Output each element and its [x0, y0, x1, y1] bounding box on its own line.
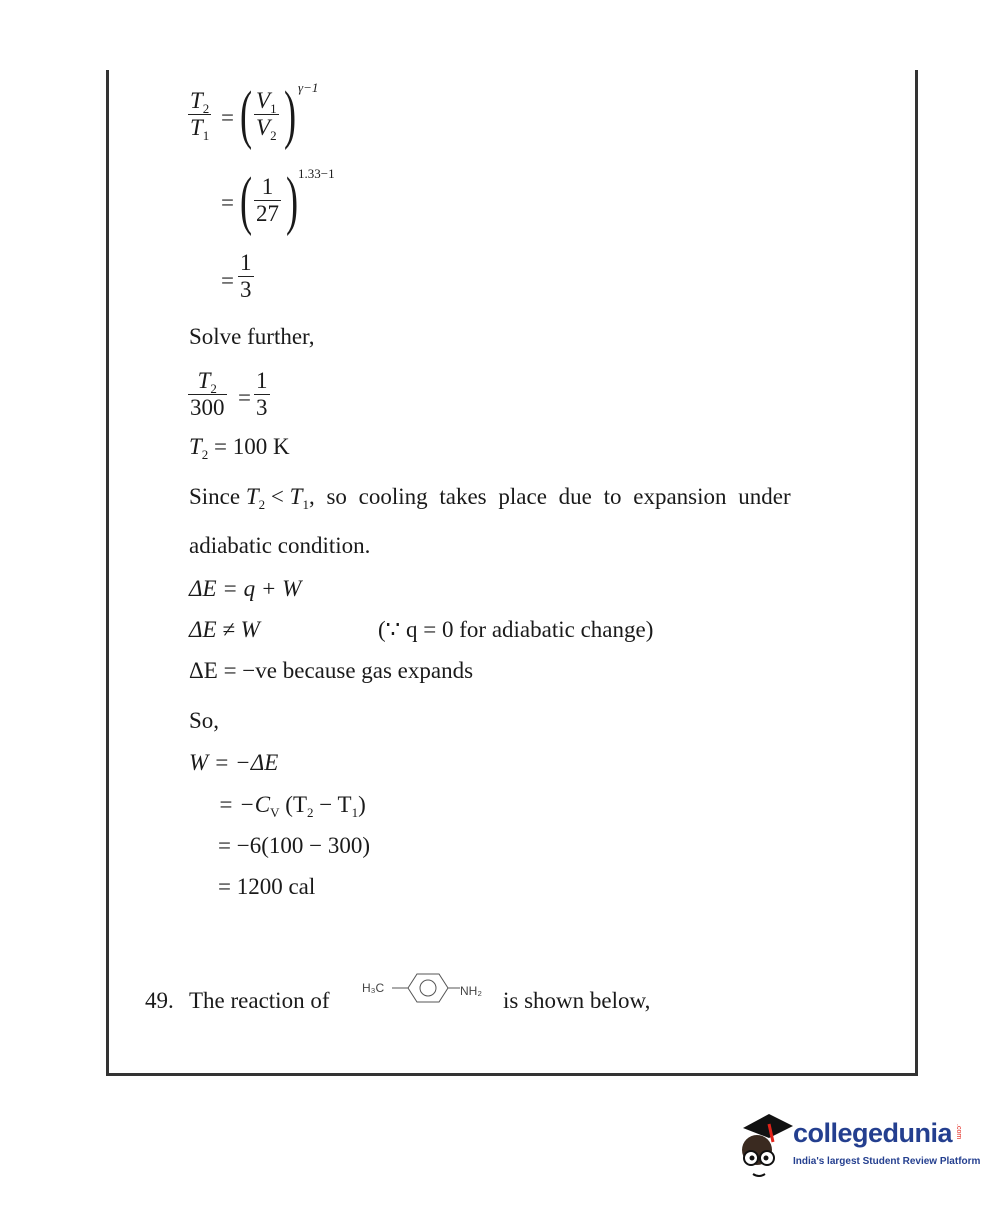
- left-paren: (: [240, 164, 253, 237]
- logo-com: .com: [955, 1124, 962, 1140]
- equals-sign: =: [221, 268, 234, 293]
- text-so: So,: [189, 708, 220, 733]
- logo-wordmark: collegedunia: [793, 1118, 953, 1148]
- fraction-t2-t1: $\frac{T_2}{T_1}$: [190, 88, 210, 143]
- molecule-right-label: NH₂: [460, 984, 482, 998]
- question-number: 49.: [145, 988, 174, 1013]
- text-adiabatic: adiabatic condition.: [189, 533, 371, 558]
- fraction-v1-v2: $\frac{V_1}{V_2}$: [256, 88, 277, 143]
- equation-de-ne-w: ΔE ≠ W: [189, 617, 260, 642]
- equation-step2: = −6(100 − 300): [218, 833, 370, 858]
- equation-de-q-w: ΔE = q + W: [189, 576, 302, 601]
- question-text-after: is shown below,: [503, 988, 651, 1013]
- text-solve-further: Solve further,: [189, 324, 315, 349]
- fraction-t2-300: $\frac{T_2}{300}$: [190, 368, 225, 420]
- equation-t2-value: $T_2 = 100$ K: [189, 434, 290, 462]
- content-frame: [106, 70, 918, 1076]
- fraction-1-3b: $\frac{1}{3}$: [256, 368, 268, 420]
- right-paren: ): [284, 78, 297, 151]
- logo-tagline: India's largest Student Review Platform: [793, 1156, 981, 1167]
- equals-sign: =: [238, 385, 251, 410]
- equals-sign: =: [221, 190, 234, 215]
- question-text-before: The reaction of: [189, 988, 330, 1013]
- molecule-left-label: H₃C: [362, 981, 385, 995]
- equation-w: W = −ΔE: [189, 750, 279, 775]
- text-since: Since $T_2 < T_1$, so cooling takes place due to expansion under: [189, 484, 791, 512]
- left-paren: (: [240, 78, 253, 151]
- equation-step1: = $-C_V$ $(T_2 - T_1)$: [218, 792, 366, 820]
- fraction-1-27: $\frac{1}{27}$: [256, 174, 279, 226]
- exponent-gamma: γ−1: [298, 80, 319, 95]
- right-paren: ): [286, 164, 299, 237]
- equals-sign: =: [221, 105, 234, 130]
- equation-step3: = 1200 cal: [218, 874, 316, 899]
- exponent-numeric: 1.33−1: [298, 166, 335, 181]
- fraction-1-3: $\frac{1}{3}$: [240, 250, 252, 302]
- text-because: (∵ q = 0 for adiabatic change): [378, 617, 654, 642]
- toluidine-structure-image: [360, 968, 490, 1008]
- text-de-ve: ΔE = −ve because gas expands: [189, 658, 474, 683]
